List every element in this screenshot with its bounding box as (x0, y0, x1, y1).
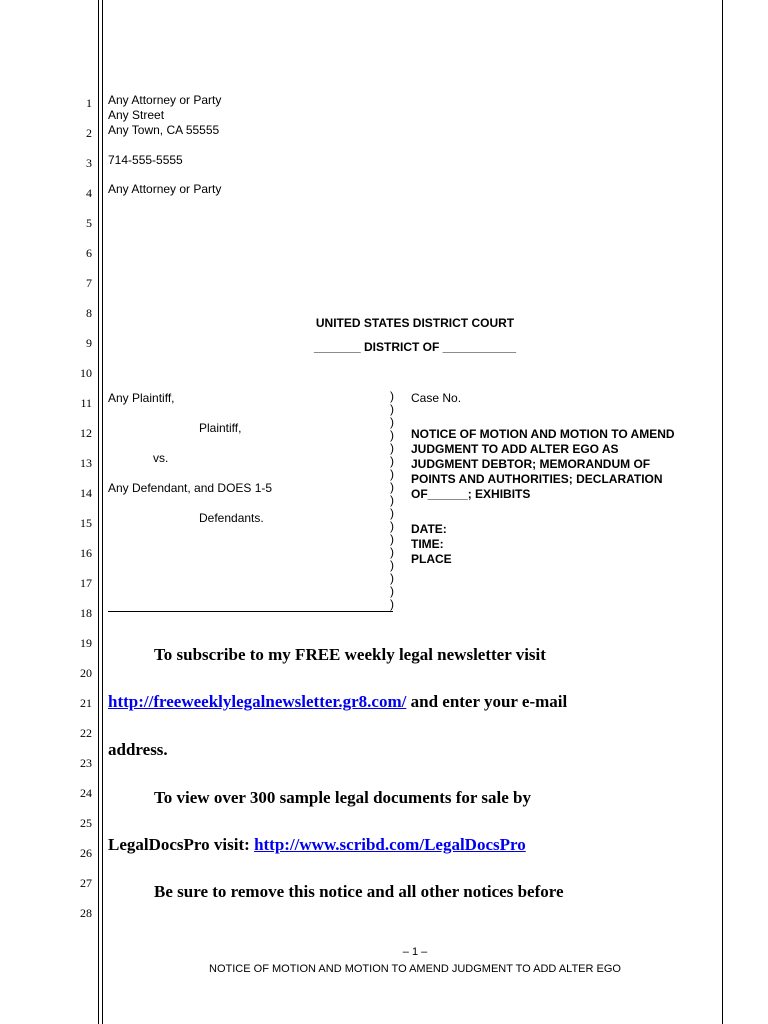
legaldocspro-line (108, 835, 526, 855)
line-number: 11 (80, 396, 92, 410)
line-number: 3 (86, 156, 92, 170)
line-number: 25 (80, 816, 92, 830)
attorney-for: Any Attorney or Party (108, 182, 222, 196)
line-number: 8 (86, 306, 92, 320)
newsletter-link-suffix: and enter your e-mail (406, 692, 568, 711)
document-title (411, 427, 675, 502)
line-number: 1 (86, 96, 92, 110)
plaintiff-role: Plaintiff, (199, 421, 242, 435)
attorney-street: Any Street (108, 108, 165, 122)
line-number: 4 (86, 186, 92, 200)
line-number: 21 (80, 696, 92, 710)
newsletter-link-line (108, 692, 567, 712)
line-number: 5 (86, 216, 92, 230)
remove-notice-line: Be sure to remove this notice and all other notices before (154, 882, 564, 901)
attorney-name: Any Attorney or Party (108, 93, 222, 107)
line-number: 6 (86, 246, 92, 260)
document-title-line: JUDGMENT DEBTOR; MEMORANDUM OF (411, 457, 651, 471)
hearing-date-label: DATE: (411, 522, 447, 536)
court-district: _______ DISTRICT OF ___________ (313, 340, 517, 354)
line-number: 13 (80, 456, 92, 470)
caption-underline (108, 611, 393, 612)
hearing-info (411, 522, 452, 567)
line-number: 17 (80, 576, 92, 590)
hearing-place-label: PLACE (411, 552, 452, 566)
line-number: 22 (80, 726, 92, 740)
line-number: 9 (86, 336, 92, 350)
newsletter-link[interactable]: http://freeweeklylegalnewsletter.gr8.com/ (108, 692, 407, 711)
line-number: 18 (80, 606, 92, 620)
line-number: 26 (80, 846, 92, 860)
hearing-time-label: TIME: (411, 537, 444, 551)
line-number: 28 (80, 906, 92, 920)
defendant-role: Defendants. (199, 511, 264, 525)
defendant-name: Any Defendant, and DOES 1-5 (108, 481, 273, 495)
legaldocspro-prefix: LegalDocsPro visit: (108, 835, 255, 854)
line-number: 16 (80, 546, 92, 560)
case-number-label: Case No. (411, 391, 462, 405)
document-title-line: NOTICE OF MOTION AND MOTION TO AMEND (411, 427, 675, 441)
line-number: 14 (80, 486, 92, 500)
line-number: 12 (80, 426, 92, 440)
right-margin-rule (722, 0, 723, 1024)
plaintiff-name: Any Plaintiff, (108, 391, 175, 405)
legaldocspro-link[interactable]: http://www.scribd.com/LegalDocsPro (254, 835, 526, 854)
caption-divider: ) ) ) ) ) ) ) ) ) ) ) ) ) ) ) ) ) (390, 389, 394, 611)
line-number: 23 (80, 756, 92, 770)
line-number: 2 (86, 126, 92, 140)
document-title-line: OF______; EXHIBITS (411, 487, 531, 501)
attorney-city: Any Town, CA 55555 (108, 123, 220, 137)
line-number: 24 (80, 786, 92, 800)
document-title-line: POINTS AND AUTHORITIES; DECLARATION (411, 472, 663, 486)
versus: vs. (153, 451, 169, 465)
court-name: UNITED STATES DISTRICT COURT (315, 316, 515, 330)
left-margin-rule-outer (98, 0, 99, 1024)
footer-title: NOTICE OF MOTION AND MOTION TO AMEND JUDGMENT TO ADD ALTER EGO (209, 963, 621, 975)
newsletter-line: To subscribe to my FREE weekly legal newsletter visit (154, 645, 546, 664)
line-number: 19 (80, 636, 92, 650)
attorney-phone: 714-555-5555 (108, 153, 183, 167)
line-number: 27 (80, 876, 92, 890)
line-number: 15 (80, 516, 92, 530)
document-title-line: JUDGMENT TO ADD ALTER EGO AS (411, 442, 619, 456)
line-number: 7 (86, 276, 92, 290)
sample-docs-line: To view over 300 sample legal documents for sale by (154, 788, 531, 807)
page-number: – 1 – (402, 946, 428, 958)
line-number: 10 (80, 366, 92, 380)
left-margin-rule-inner (102, 0, 103, 1024)
line-number: 20 (80, 666, 92, 680)
newsletter-address-line: address. (108, 740, 168, 759)
